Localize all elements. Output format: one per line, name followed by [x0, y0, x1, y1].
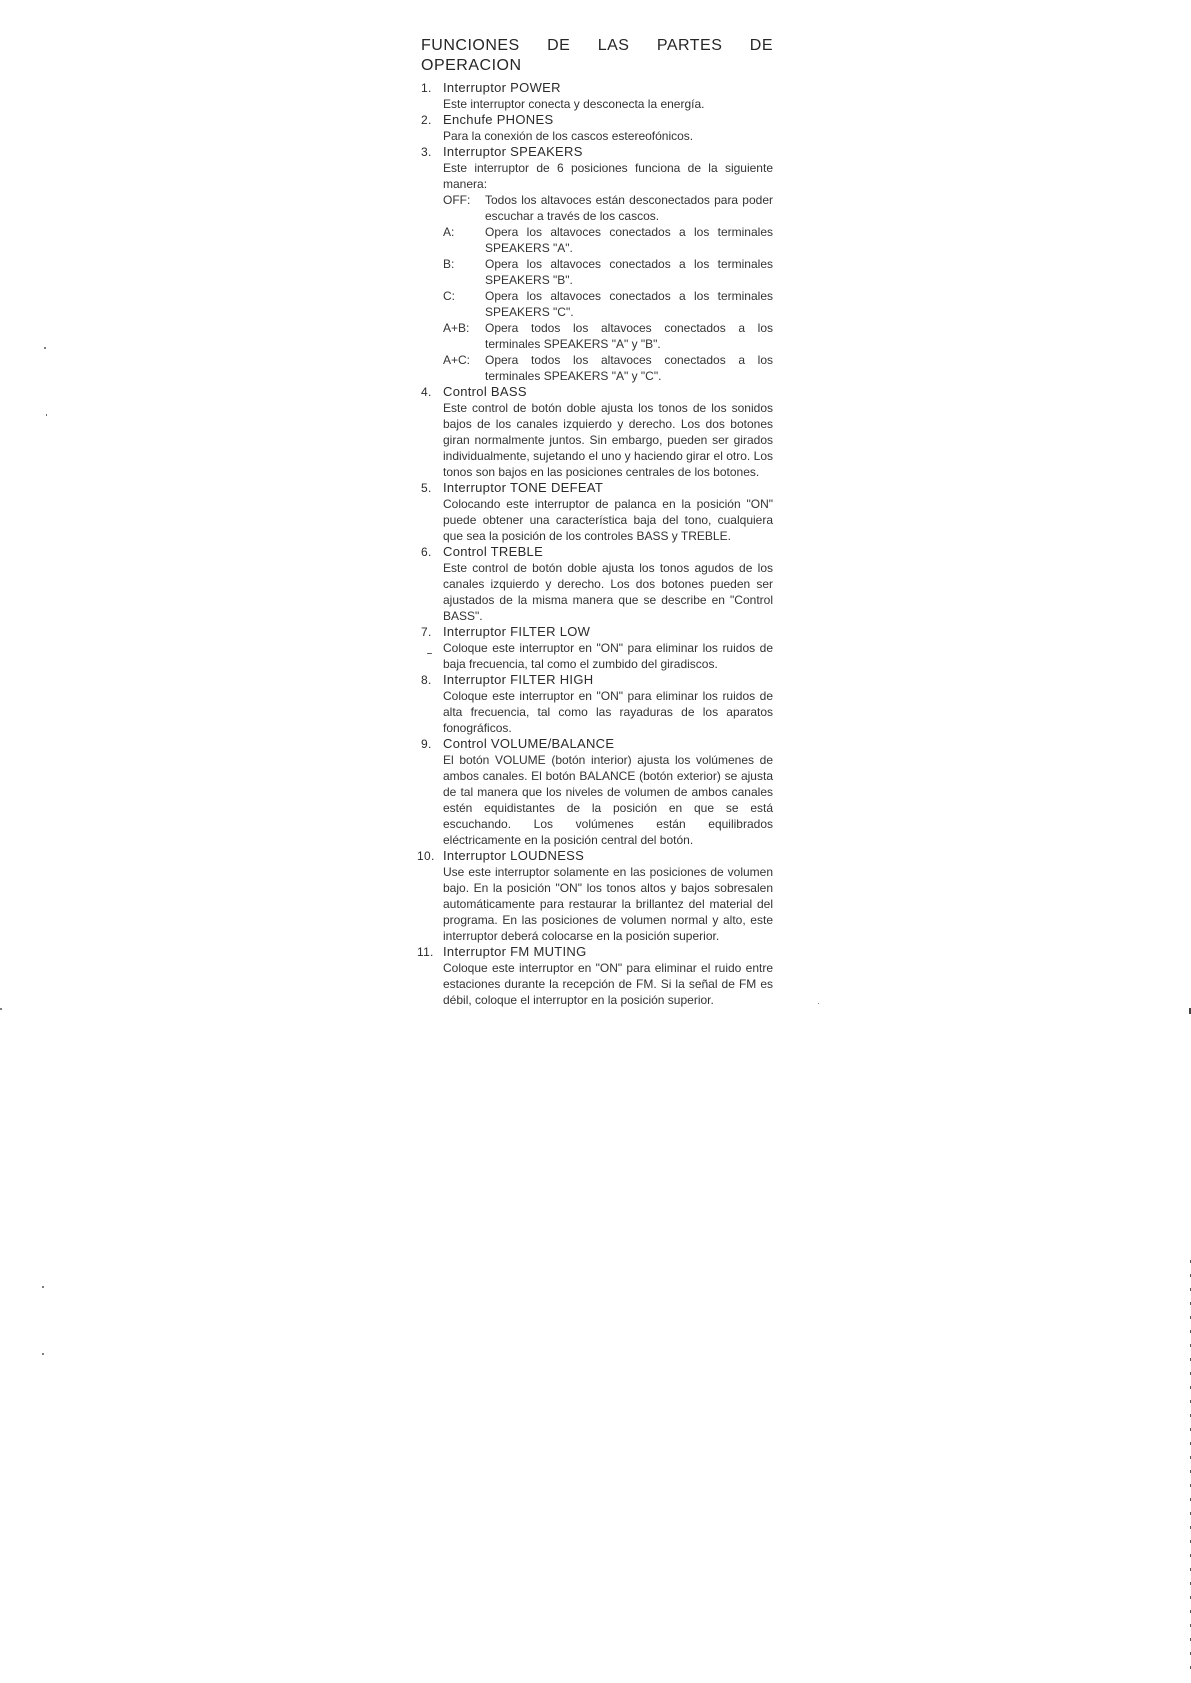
page-title-line2: OPERACION — [421, 57, 522, 74]
item-number: 8. — [421, 673, 432, 687]
item-title: Interruptor FM MUTING — [443, 944, 587, 959]
list-item — [421, 144, 773, 384]
item-title: Interruptor LOUDNESS — [443, 848, 585, 863]
item-description: Coloque este interruptor en "ON" para eliminar el ruido entre estaciones durante la recepción de FM. Si la señal de FM es débil, coloque el interruptor en la posición superior. — [443, 961, 773, 1007]
list-item — [421, 672, 773, 736]
item-title: Interruptor FILTER HIGH — [443, 672, 594, 687]
item-title: Control VOLUME/BALANCE — [443, 736, 615, 751]
scan-speck — [0, 1008, 2, 1010]
speaker-option-c — [443, 288, 773, 320]
item-number: 9. — [421, 737, 432, 751]
option-key: B: — [443, 257, 455, 271]
speaker-option-off — [443, 192, 773, 224]
item-title: Control TREBLE — [443, 544, 544, 559]
item-number: 3. — [421, 145, 432, 159]
item-title: Control BASS — [443, 384, 527, 399]
list-item — [421, 736, 773, 848]
item-number: 10. — [417, 849, 435, 863]
list-item — [421, 80, 773, 112]
item-number: 11. — [417, 945, 434, 959]
item-description: Este interruptor conecta y desconecta la energía. — [443, 97, 705, 111]
option-key: A: — [443, 225, 455, 239]
item-number: 4. — [421, 385, 432, 399]
scan-speck — [42, 1353, 44, 1355]
item-description: Coloque este interruptor en "ON" para eliminar los ruidos de baja frecuencia, tal como el zumbido del giradiscos. — [443, 641, 773, 671]
option-text: Opera los altavoces conectados a los terminales SPEAKERS "B". — [485, 257, 773, 287]
item-description: Use este interruptor solamente en las posiciones de volumen bajo. En la posición "ON" los tonos altos y bajos sobresalen automáticamente para restaurar la brillantez del material del programa. En las posiciones de volumen normal y alto, este interruptor deberá colocarse en la posición superior. — [443, 865, 773, 943]
option-key: A+B: — [443, 321, 470, 335]
item-title: Interruptor POWER — [443, 80, 561, 95]
page-title — [421, 36, 773, 76]
item-description: Este interruptor de 6 posiciones funciona de la siguiente manera: — [443, 161, 773, 191]
option-text: Opera los altavoces conectados a los terminales SPEAKERS "C". — [485, 289, 773, 319]
item-number: 7. — [421, 625, 432, 639]
item-description: Colocando este interruptor de palanca en la posición "ON" puede obtener una característica baja del tono, cualquiera que sea la posición de los controles BASS y TREBLE. — [443, 497, 773, 543]
scan-speck — [427, 653, 432, 654]
list-item — [421, 624, 773, 672]
item-description: Este control de botón doble ajusta los tonos de los sonidos bajos de los canales izquierdo y derecho. Los dos botones giran normalmente juntos. Sin embargo, pueden ser girados individualmente, sujetando el uno y haciendo girar el otro. Los tonos son bajos en las posiciones centrales de los botones. — [443, 401, 773, 479]
item-number: 2. — [421, 113, 432, 127]
item-number: 6. — [421, 545, 432, 559]
instructions-column — [417, 36, 773, 1008]
list-item — [421, 112, 773, 144]
item-description: Este control de botón doble ajusta los tonos agudos de los canales izquierdo y derecho. Los dos botones pueden ser ajustados de la misma manera que se describe en "Control BASS". — [443, 561, 773, 623]
item-title: Interruptor TONE DEFEAT — [443, 480, 604, 495]
speaker-option-a-plus-b — [443, 320, 773, 352]
list-item — [421, 544, 773, 624]
list-item — [417, 848, 773, 944]
scan-speck — [46, 414, 47, 416]
option-text: Opera los altavoces conectados a los terminales SPEAKERS "A". — [485, 225, 773, 255]
option-key: A+C: — [443, 353, 471, 367]
option-key: OFF: — [443, 193, 471, 207]
item-number: 5. — [421, 481, 432, 495]
item-title: Interruptor FILTER LOW — [443, 624, 591, 639]
option-text: Opera todos los altavoces conectados a los terminales SPEAKERS "A" y "B". — [485, 321, 773, 351]
item-title: Interruptor SPEAKERS — [443, 144, 583, 159]
item-description: Coloque este interruptor en "ON" para eliminar los ruidos de alta frecuencia, tal como las rayaduras de los aparatos fonográficos. — [443, 689, 773, 735]
speaker-option-a — [443, 224, 773, 256]
item-title: Enchufe PHONES — [443, 112, 554, 127]
scan-speck — [44, 347, 46, 349]
list-item — [421, 480, 773, 544]
scan-speck — [818, 1003, 819, 1004]
list-item — [417, 944, 773, 1008]
option-text: Todos los altavoces están desconectados para poder escuchar a través de los cascos. — [485, 193, 773, 223]
option-key: C: — [443, 289, 455, 303]
page-title-line1: FUNCIONES DE LAS PARTES DE — [421, 37, 773, 54]
speaker-option-b — [443, 256, 773, 288]
scan-speck — [42, 1286, 44, 1288]
item-description: Para la conexión de los cascos estereofónicos. — [443, 129, 694, 143]
speaker-option-a-plus-c — [443, 352, 773, 384]
list-item — [421, 384, 773, 480]
option-text: Opera todos los altavoces conectados a los terminales SPEAKERS "A" y "C". — [485, 353, 773, 383]
item-number: 1. — [421, 81, 432, 95]
item-description: El botón VOLUME (botón interior) ajusta los volúmenes de ambos canales. El botón BALANCE (botón exterior) se ajusta de tal manera que los niveles de volumen de ambos canales estén equidistantes de la posición en que se está escuchando. Los volúmenes están equilibrados eléctricamente en la posición central del botón. — [443, 753, 773, 847]
